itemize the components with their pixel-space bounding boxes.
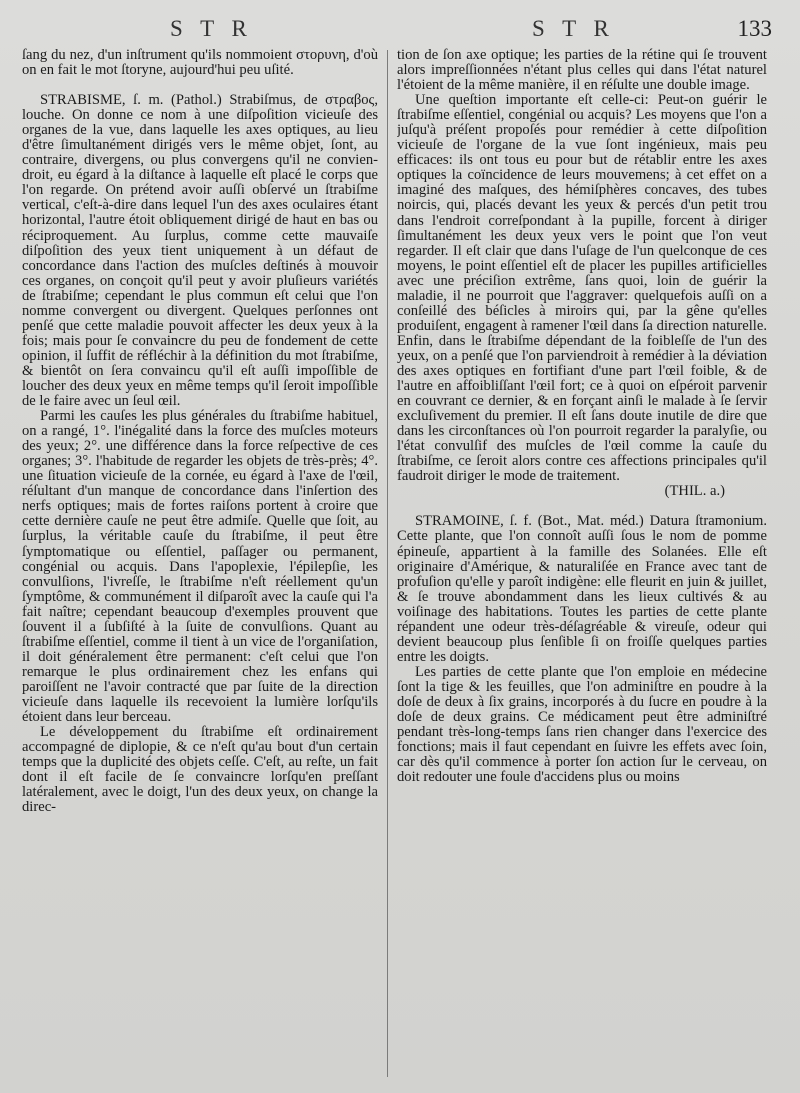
running-header bbox=[22, 14, 778, 44]
article-strabisme-diplopie: Le développement du ſtrabiſme eſt ordinairement accompagné de diplopie, & ce n'eſt qu'au bout d'un certain temps que la duplicité des objets ceſſe. C'eſt, au reſte, un fait dont il eſt facile de ſe convaincre lorſqu'en preſſant latéralement, avec le doigt, l'un des deux yeux, on change la direc- bbox=[22, 724, 378, 816]
right-column bbox=[397, 48, 767, 1083]
column-divider bbox=[387, 50, 388, 1077]
article-strabisme-treatment: Une queſtion importante eſt celle-ci: Peut-on guérir le ſtrabiſme eſſentiel, congénial ou acquis? Les moyens que l'on a juſqu'à préſent propoſés pour remédier à cette diſpoſition vicieuſe de l'organe de la vue ſont ingénieux, mais peu efficaces: ils ont tous eu pour but de rétablir entre les axes optiques la coïncidence de leurs mouvemens; à cet effet on a imaginé des maſques, des hémiſphères concaves, des tubes noircis, qui, placés devant les yeux & percés d'un petit trou dans l'endroit correſpondant à la pupille, forcent à diriger ſimultanément les deux yeux vers le point que l'on veut regarder. Il eſt clair que dans l'uſage de l'un quelconque de ces moyens, le point eſſentiel eſt de placer les pupilles artificielles avec une préciſion extrême, ſans quoi, loin de guérir la maladie, il ne pourroit que l'aggraver: quelquefois auſſi on a conſeillé des béſicles à miroirs qui, par la gêne qu'elles produiſent, engagent à ramener l'œil dans ſa direction naturelle. Enfin, dans le ſtrabiſme dépendant de la foibleſſe de l'un des yeux, on a penſé que l'on parviendroit à remédier à la déviation des axes optiques en fortifiant d'une part l'œil foible, & de l'autre en affoibliſſant l'œil fort; ce à quoi on eſpéroit parvenir en couvrant ce dernier, & en forçant ainſi le malade à ſe ſervir excluſivement du premier. Il eſt ſans doute inutile de dire que dans les circonſtances où l'on pourroit regarder la paralyſie, ou l'état convulſif des muſcles de l'œil comme la cauſe du ſtrabiſme, ce ſeroit alors contre ces affections principales qu'il faudroit diriger le mode de traitement. bbox=[397, 92, 767, 485]
article-strabisme-causes: Parmi les cauſes les plus générales du ſtrabiſme habituel, on a rangé, 1°. l'inégalité dans la force des muſcles moteurs des yeux; 2°. une différence dans la force reſpective de ces organes; 3°. l'habitude de regarder les objets de très-près; 4°. une ſituation vicieuſe de la cornée, eu égard à l'axe de l'œil, réſultant d'un manque de concordance dans l'inſertion des nerfs optiques; mais de fortes raiſons portent à croire que cette dernière cauſe ne peut être admiſe. Quelle que ſoit, au ſurplus, la véritable cauſe du ſtrabiſme, il peut être ſymptomatique ou eſſentiel, paſſager ou permanent, congénial ou acquis. Dans l'apoplexie, l'épilepſie, les convulſions, l'ivreſſe, le ſtrabiſme n'eſt réellement qu'un ſymptôme, & communément il diſparoît avec la cauſe qui l'a fait naître; cependant beaucoup d'exemples prouvent que ſouvent il a ſubſiſté à la ſuite de convulſions. Quant au ſtrabiſme eſſentiel, comme il tient à un vice de l'organiſation, il doit généralement être permanent: c'eſt celui que l'on remarque le plus ordinairement chez les enfans qui paroiſſent ne l'avoir contracté que par ſuite de la direction vicieuſe dans laquelle ils recevoient la lumière lorſqu'ils étoient dans leur berceau. bbox=[22, 408, 378, 726]
page-number: 133 bbox=[737, 16, 772, 41]
header-middle-letters: S T R bbox=[532, 16, 615, 41]
article-strabisme-definition: STRABISME, ſ. m. (Pathol.) Strabiſmus, de στραβος, louche. On donne ce nom à une diſpoſition vicieuſe des organes de la vue, dans laquelle les axes optiques, au lieu d'être ſimultanément dirigés vers le même objet, ſont, au contraire, divergens, ou plus convergens qu'il ne convien-droit, eu égard à la diſtance à laquelle eſt placé le corps que l'on regarde. On prétend avoir auſſi obſervé un ſtrabiſme vertical, c'eſt-à-dire dans lequel l'un des axes oculaires étant horizontal, l'autre étoit obliquement dirigé de haut en bas ou réciproquement. Au ſurplus, comme cette mauvaiſe diſpoſition des yeux tient uniquement à un défaut de concordance dans l'action des muſcles deſtinés à mouvoir ces organes, on conçoit qu'il peut y avoir pluſieurs variétés de ſtrabiſme; cependant le plus commun eſt celui que l'on nomme convergent ou divergent. Quelques perſonnes ont penſé que cette maladie pouvoit affecter les deux yeux à la fois; mais pour ſe convaincre du peu de fondement de cette opinion, il ſuffit de réfléchir à la définition du mot ſtrabiſme, & bientôt on ſera convaincu qu'il eſt auſſi impoſſible de loucher des deux yeux en même temps qu'il ſeroit impoſſible de le faire avec un ſeul œil. bbox=[22, 92, 378, 410]
author-signature: (THIL. a.) bbox=[664, 483, 725, 500]
header-left-letters: S T R bbox=[170, 16, 253, 41]
article-stramoine-usage: Les parties de cette plante que l'on emploie en médecine ſont la tige & les feuilles, que l'on adminiſtre en poudre à la doſe de deux à ſix grains, incorporés à du ſucre en poudre à la doſe de deux grains. Ce médicament peut être adminiſtré pendant très-long-temps ſans rien changer dans l'exercice des fonctions; mais il faut cependant en ſuivre les effets avec ſoin, car dès qu'il commence à porter ſon action ſur le cerveau, on doit redouter une foule d'accidens plus ou moins bbox=[397, 663, 767, 786]
left-column bbox=[22, 48, 378, 1083]
article-continuation-storyne: ſang du nez, d'un inſtrument qu'ils nommoient στορυνη, d'où on en fait le mot ſtoryne, aujourd'hui peu uſité. bbox=[22, 48, 378, 79]
article-stramoine-definition: STRAMOINE, ſ. f. (Bot., Mat. méd.) Datura ſtramonium. Cette plante, que l'on connoît auſſi ſous le nom de pomme épineuſe, appartient à la famille des Solanées. Elle eſt originaire d'Amérique, & naturaliſée en France avec tant de profuſion qu'elle y paroît indigène: elle fleurit en juin & juillet, & ſe trouve abondamment dans les lieux cultivés & au voiſinage des habitations. Toutes les parties de cette plante répandent une odeur très-déſagréable & vireuſe, odeur qui devient beaucoup plus ſenſible ſi on froiſſe quelques parties entre les doigts. bbox=[397, 513, 767, 665]
article-strabisme-continuation: tion de ſon axe optique; les parties de la rétine qui ſe trouvent alors impreſſionnées n'étant plus celles qui dans l'état naturel l'étoient de la même manière, il en réſulte une double image. bbox=[397, 48, 767, 94]
